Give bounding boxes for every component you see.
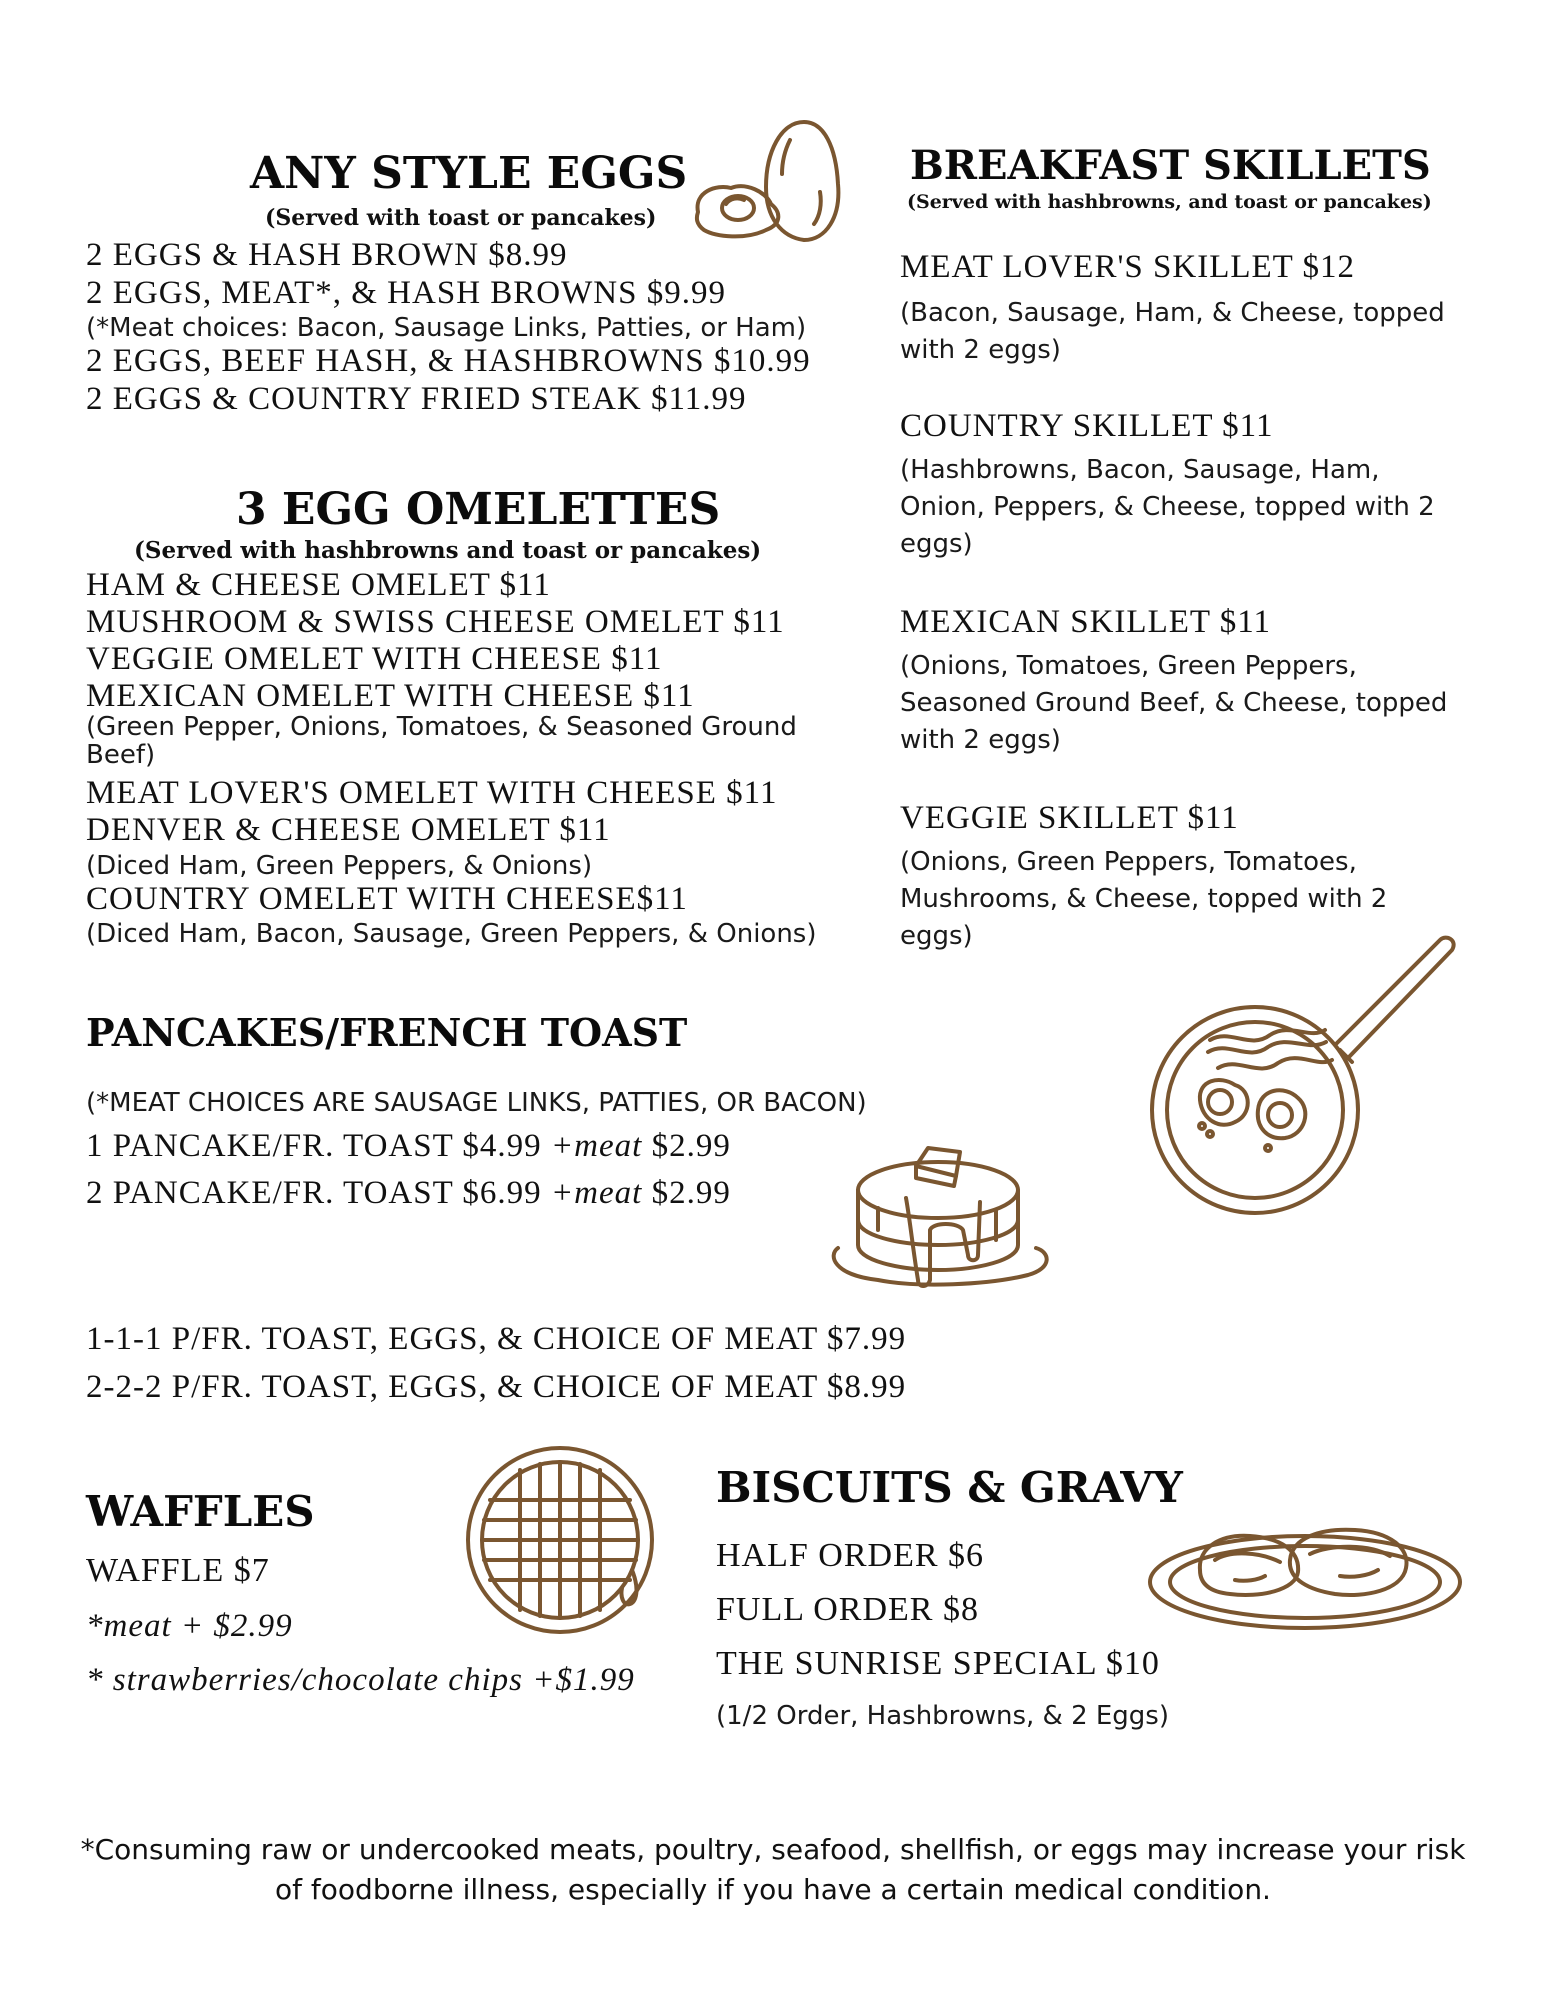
skillet-name: VEGGIE SKILLET $11 [900,800,1239,836]
eggs-meat-note: (*Meat choices: Bacon, Sausage Links, Patties, or Ham) [86,313,807,343]
biscuits-item: THE SUNRISE SPECIAL $10 [716,1645,1160,1682]
waffle-icon [460,1440,660,1640]
omelet-description: (Diced Ham, Bacon, Sausage, Green Peppers, & Onions) [86,919,817,949]
pancake-addon-label: +meat [550,1128,643,1164]
omelet-item: COUNTRY OMELET WITH CHEESE$11 [86,881,688,917]
skillet-description: (Onions, Tomatoes, Green Peppers, Seasoned Ground Beef, & Cheese, topped with 2 eggs) [900,651,1448,755]
skillet-name: MEAT LOVER'S SKILLET $12 [900,249,1355,285]
skillet-name: COUNTRY SKILLET $11 [900,408,1274,444]
combo-item: 1-1-1 P/FR. TOAST, EGGS, & CHOICE OF MEAT $7.99 [86,1321,907,1357]
disclaimer: *Consuming raw or undercooked meats, poultry, seafood, shellfish, or eggs may increase your risk of foodborne illness, especially if you have a certain medical condition. [80,1833,1466,1906]
omelettes-subtitle: (Served with hashbrowns and toast or pancakes) [134,537,762,564]
pancake-item-base: 1 PANCAKE/FR. TOAST $4.99 [86,1128,551,1164]
eggs-item: 2 EGGS & COUNTRY FRIED STEAK $11.99 [86,381,747,417]
skillet-description: (Bacon, Sausage, Ham, & Cheese, topped with 2 eggs) [900,298,1445,365]
omelet-item: MUSHROOM & SWISS CHEESE OMELET $11 [86,604,785,640]
waffle-addon-strawberries: * strawberries/chocolate chips +$1.99 [86,1662,635,1698]
biscuits-note: (1/2 Order, Hashbrowns, & 2 Eggs) [716,1701,1169,1731]
omelettes-title: 3 EGG OMELETTES [236,484,721,535]
skillet-name: MEXICAN SKILLET $11 [900,604,1271,640]
egg-icon [686,112,886,262]
biscuits-title: BISCUITS & GRAVY [716,1463,1183,1512]
eggs-subtitle: (Served with toast or pancakes) [265,205,657,231]
waffle-addon-meat: *meat + $2.99 [86,1608,293,1644]
pancake-addon-price: $2.99 [642,1128,731,1164]
pancakes-meat-note: (*MEAT CHOICES ARE SAUSAGE LINKS, PATTIES, OR BACON) [86,1088,867,1118]
omelet-item: VEGGIE OMELET WITH CHEESE $11 [86,641,663,677]
biscuits-item: FULL ORDER $8 [716,1591,979,1628]
biscuits-item: HALF ORDER $6 [716,1537,985,1574]
skillets-subtitle: (Served with hashbrowns, and toast or pancakes) [907,191,1432,213]
combo-item: 2-2-2 P/FR. TOAST, EGGS, & CHOICE OF MEAT $8.99 [86,1369,907,1405]
omelet-description: (Diced Ham, Green Peppers, & Onions) [86,851,593,881]
omelet-item: HAM & CHEESE OMELET $11 [86,567,551,603]
pancakes-title: PANCAKES/FRENCH TOAST [86,1010,688,1055]
frying-pan-icon [1140,910,1470,1230]
pancake-item [86,1174,731,1212]
pancake-item-base: 2 PANCAKE/FR. TOAST $6.99 [86,1175,551,1211]
omelet-item: MEXICAN OMELET WITH CHEESE $11 [86,678,695,714]
eggs-item: 2 EGGS & HASH BROWN $8.99 [86,237,568,273]
omelet-item: DENVER & CHEESE OMELET $11 [86,812,611,848]
skillet-description: (Onions, Green Peppers, Tomatoes, Mushrooms, & Cheese, topped with 2 eggs) [900,847,1388,951]
skillet-description: (Hashbrowns, Bacon, Sausage, Ham, Onion, Peppers, & Cheese, topped with 2 eggs) [900,455,1435,559]
waffles-title: WAFFLES [86,1487,315,1536]
pancake-addon-price: $2.99 [642,1175,731,1211]
pancake-addon-label: +meat [550,1175,643,1211]
eggs-item: 2 EGGS, BEEF HASH, & HASHBROWNS $10.99 [86,343,811,379]
pancake-stack-icon [818,1130,1058,1300]
waffle-item: WAFFLE $7 [86,1552,270,1589]
pancake-item [86,1127,731,1165]
eggs-title: ANY STYLE EGGS [250,148,688,199]
biscuits-plate-icon [1140,1510,1470,1650]
omelet-description: (Green Pepper, Onions, Tomatoes, & Seasoned Ground Beef) [86,712,797,770]
eggs-item: 2 EGGS, MEAT*, & HASH BROWNS $9.99 [86,275,726,311]
skillets-title: BREAKFAST SKILLETS [910,142,1431,189]
omelet-item: MEAT LOVER'S OMELET WITH CHEESE $11 [86,775,778,811]
